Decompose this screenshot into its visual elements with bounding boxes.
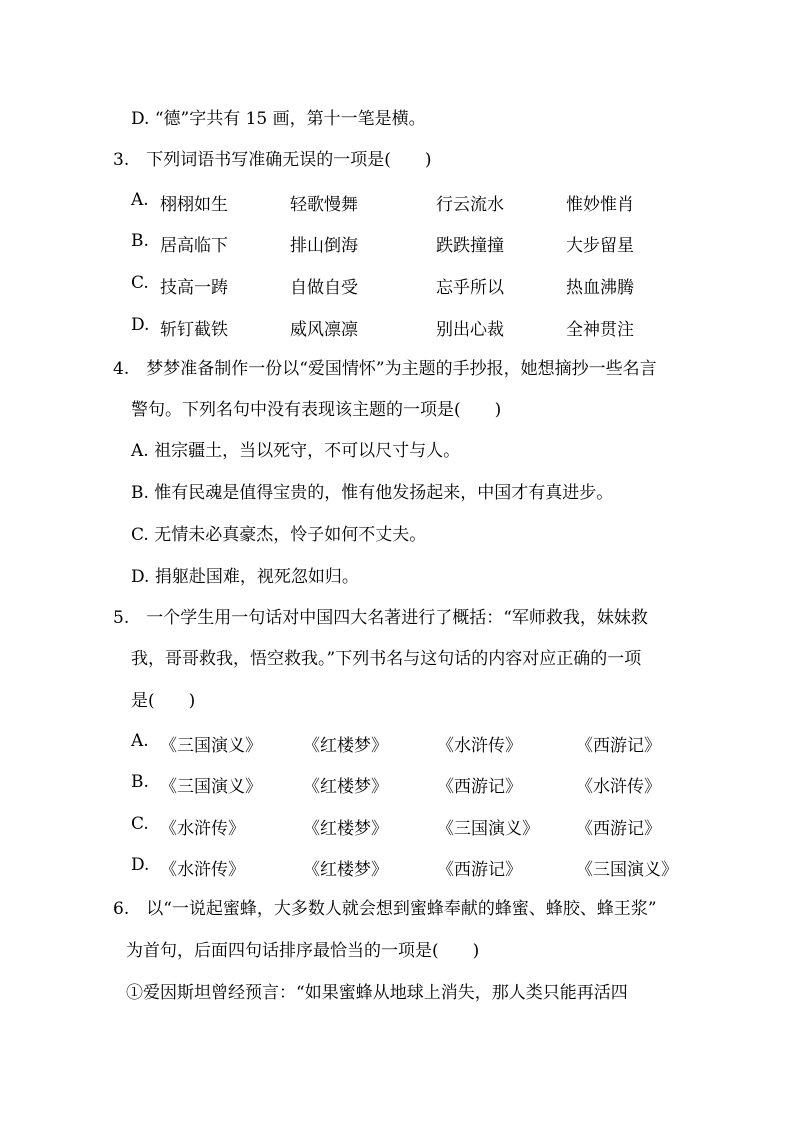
q5-book: 《水浒传》 xyxy=(160,819,245,839)
q3-option-label: B. xyxy=(131,231,149,251)
q3-word: 自做自受 xyxy=(290,278,358,298)
q6-item-1: ①爱因斯坦曾经预言：“如果蜜蜂从地球上消失，那人类只能再活四 xyxy=(126,983,628,1003)
q4-option-c: C. 无情未必真豪杰，怜子如何不丈夫。 xyxy=(131,525,427,545)
q3-word: 惟妙惟肖 xyxy=(566,195,634,215)
q5-stem-line2: 我，哥哥救我，悟空救我。”下列书名与这句话的内容对应正确的一项 xyxy=(131,649,642,669)
q3-word: 全神贯注 xyxy=(566,320,634,340)
q2-option-d: D. “德”字共有 15 画，第十一笔是横。 xyxy=(131,109,426,129)
q5-option-label: A. xyxy=(131,731,149,751)
q3-word: 别出心裁 xyxy=(436,320,504,340)
q5-book: 《红楼梦》 xyxy=(303,777,388,797)
q5-book: 《西游记》 xyxy=(576,819,661,839)
q3-word: 威风凛凛 xyxy=(290,320,358,340)
q3-word: 斩钉截铁 xyxy=(160,320,228,340)
q3-stem: 3. 下列词语书写准确无误的一项是( ) xyxy=(113,150,432,170)
q5-book: 《水浒传》 xyxy=(437,736,522,756)
q3-option-label: A. xyxy=(131,190,149,210)
q5-book: 《西游记》 xyxy=(576,736,661,756)
q5-book: 《三国演义》 xyxy=(160,736,262,756)
q4-option-a: A. 祖宗疆土，当以死守，不可以尺寸与人。 xyxy=(131,441,461,461)
q5-book: 《三国演义》 xyxy=(160,777,262,797)
q5-stem-line1: 5. 一个学生用一句话对中国四大名著进行了概括：“军师救我，妹妹救 xyxy=(113,608,648,628)
q4-option-b: B. 惟有民魂是值得宝贵的，惟有他发扬起来，中国才有真进步。 xyxy=(131,483,614,503)
q4-stem-line2: 警句。下列名句中没有表现该主题的一项是( ) xyxy=(131,400,502,420)
q3-word: 跌跌撞撞 xyxy=(436,236,504,256)
q3-word: 技高一踌 xyxy=(160,278,228,298)
q5-book: 《三国演义》 xyxy=(576,860,678,880)
q5-stem-line3: 是( ) xyxy=(131,691,196,711)
q5-book: 《红楼梦》 xyxy=(303,736,388,756)
q5-book: 《红楼梦》 xyxy=(303,860,388,880)
q4-option-d: D. 捐躯赴国难，视死忽如归。 xyxy=(131,567,359,587)
q3-word: 排山倒海 xyxy=(290,236,358,256)
q5-option-label: C. xyxy=(131,814,149,834)
q5-book: 《水浒传》 xyxy=(576,777,661,797)
q6-stem-line2: 为首句，后面四句话排序最恰当的一项是( ) xyxy=(126,941,480,961)
q3-word: 轻歌慢舞 xyxy=(290,195,358,215)
q5-book: 《红楼梦》 xyxy=(303,819,388,839)
q3-option-label: C. xyxy=(131,273,149,293)
q5-book: 《水浒传》 xyxy=(160,860,245,880)
q3-word: 行云流水 xyxy=(436,195,504,215)
q5-option-label: D. xyxy=(131,855,150,875)
q3-word: 忘乎所以 xyxy=(436,278,504,298)
q3-word: 居高临下 xyxy=(160,236,228,256)
q3-word: 栩栩如生 xyxy=(160,195,228,215)
q5-book: 《西游记》 xyxy=(437,777,522,797)
q3-word: 大步留星 xyxy=(566,236,634,256)
q3-word: 热血沸腾 xyxy=(566,278,634,298)
q5-option-label: B. xyxy=(131,772,149,792)
q4-stem-line1: 4. 梦梦准备制作一份以“爱国情怀”为主题的手抄报，她想摘抄一些名言 xyxy=(113,359,657,379)
q5-book: 《三国演义》 xyxy=(437,819,539,839)
q3-option-label: D. xyxy=(131,315,150,335)
q6-stem-line1: 6. 以“一说起蜜蜂，大多数人就会想到蜜蜂奉献的蜂蜜、蜂胶、蜂王浆” xyxy=(113,899,657,919)
q5-book: 《西游记》 xyxy=(437,860,522,880)
